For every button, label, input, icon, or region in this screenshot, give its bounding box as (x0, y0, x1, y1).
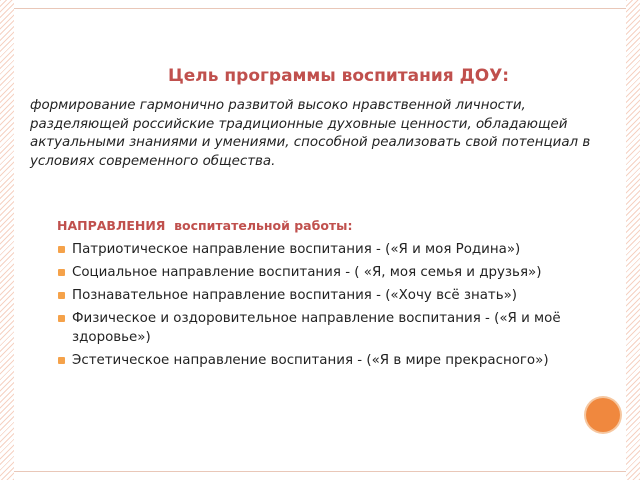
left-stripe-border (0, 0, 14, 480)
bullet-icon (58, 357, 65, 364)
list-item (58, 240, 603, 259)
slide (14, 0, 626, 480)
list-item (58, 309, 603, 347)
right-stripe-border (626, 0, 640, 480)
bullet-icon (58, 292, 65, 299)
goal-text: формирование гармонично развитой высоко нравственной личности, разделяющей российские традиционные духовные ценности, обладающей актуальными знаниями и умениями, способной реализовать свой потенциал в условиях современного общества. (30, 98, 591, 169)
direction-text: Эстетическое направление воспитания - («Я в мире прекрасного») (72, 353, 549, 368)
direction-text: Познавательное направление воспитания - («Хочу всё знать») (72, 288, 518, 303)
decorative-circle-icon (586, 398, 620, 432)
directions-heading: НАПРАВЛЕНИЯ воспитательной работы: (57, 218, 353, 233)
bullet-icon (58, 315, 65, 322)
directions-list (58, 240, 603, 374)
direction-text: Патриотическое направление воспитания - («Я и моя Родина») (72, 242, 521, 257)
list-item (58, 286, 603, 305)
list-item (58, 263, 603, 282)
direction-text: Социальное направление воспитания - ( «Я, моя семья и друзья») (72, 265, 542, 280)
bullet-icon (58, 269, 65, 276)
list-item (58, 351, 603, 370)
direction-text: Физическое и оздоровительное направление воспитания - («Я и моё здоровье») (72, 311, 574, 345)
bullet-icon (58, 246, 65, 253)
slide-title: Цель программы воспитания ДОУ: (168, 66, 510, 86)
